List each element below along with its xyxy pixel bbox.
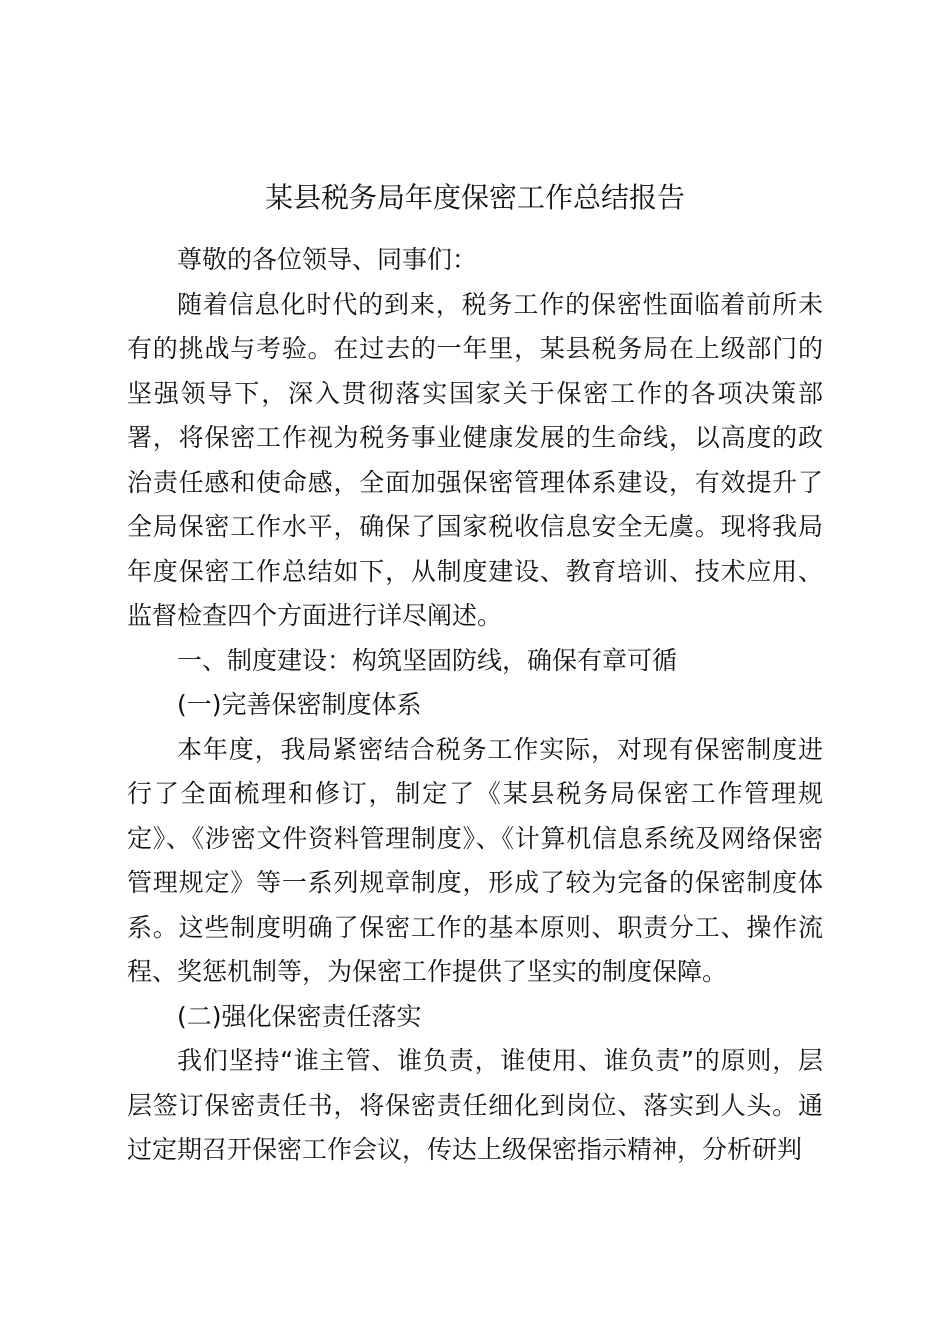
document-body xyxy=(127,238,823,1173)
intro-paragraph: 随着信息化时代的到来，税务工作的保密性面临着前所未有的挑战与考验。在过去的一年里，某县税务局在上级部门的坚强领导下，深入贯彻落实国家关于保密工作的各项决策部署，将保密工作视为税务事业健康发展的生命线，以高度的政治责任感和使命感，全面加强保密管理体系建设，有效提升了全局保密工作水平，确保了国家税收信息安全无虞。现将我局年度保密工作总结如下，从制度建设、教育培训、技术应用、监督检查四个方面进行详尽阐述。 xyxy=(127,289,823,630)
salutation: 尊敬的各位领导、同事们： xyxy=(177,245,478,274)
subsection-paragraph-2: 我们坚持“谁主管、谁负责，谁使用、谁负责”的原则，层层签订保密责任书，将保密责任细化到岗位、落实到人头。通过定期召开保密工作会议，传达上级保密指示精神，分析研判 xyxy=(127,1046,823,1164)
subsection-heading-2: (二)强化保密责任落实 xyxy=(177,1001,422,1031)
subsection-paragraph-1: 本年度，我局紧密结合税务工作实际，对现有保密制度进行了全面梳理和修订，制定了《某县税务局保密工作管理规定》、《涉密文件资料管理制度》、《计算机信息系统及网络保密管理规定》等一系列规章制度，形成了较为完备的保密制度体系。这些制度明确了保密工作的基本原则、职责分工、操作流程、奖惩机制等，为保密工作提供了坚实的制度保障。 xyxy=(127,734,823,986)
section-heading-1: 一、制度建设：构筑坚固防线，确保有章可循 xyxy=(177,645,678,675)
document-title: 某县税务局年度保密工作总结报告 xyxy=(264,181,685,214)
subsection-heading-1: (一)完善保密制度体系 xyxy=(177,690,422,719)
